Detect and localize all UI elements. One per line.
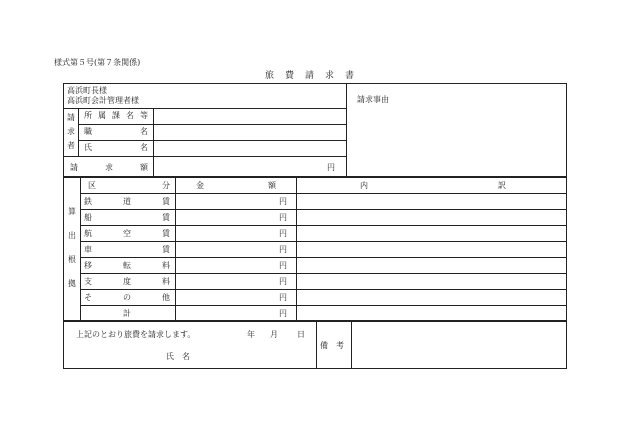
page-title: 旅 費 請 求 書 bbox=[264, 71, 355, 81]
divider bbox=[175, 177, 176, 321]
divider bbox=[316, 321, 317, 369]
purpose-field[interactable] bbox=[347, 106, 565, 176]
department-label: 所 属 課 名 等 bbox=[84, 111, 148, 120]
position-label: 職 名 bbox=[84, 127, 148, 136]
claim-amount-field[interactable] bbox=[154, 157, 328, 176]
claim-amount-unit: 円 bbox=[327, 163, 335, 172]
row-car-label: 車 賃 bbox=[84, 245, 170, 254]
claimant-label: 請 求 者 bbox=[67, 113, 75, 150]
amount-unit: 円 bbox=[279, 277, 287, 286]
row-ship-label: 船 賃 bbox=[84, 213, 170, 222]
addressee-mayor: 高浜町長様 bbox=[67, 86, 107, 95]
divider bbox=[78, 108, 79, 156]
description-header: 内 訳 bbox=[360, 181, 506, 190]
year-label: 年 bbox=[247, 330, 255, 339]
row-preparation-label: 支 度 料 bbox=[84, 277, 170, 286]
form-number: 様式第５号(第７条関係) bbox=[54, 58, 141, 67]
month-label: 月 bbox=[270, 330, 278, 339]
row-relocation-label: 移 転 料 bbox=[84, 261, 170, 270]
signature-name-label: 氏 名 bbox=[166, 352, 190, 361]
divider bbox=[80, 257, 567, 258]
declaration-text: 上記のとおり旅費を請求します。 bbox=[76, 330, 196, 339]
amount-header: 金 額 bbox=[196, 181, 276, 190]
claim-amount-label: 請 求 額 bbox=[70, 163, 148, 172]
position-field[interactable] bbox=[154, 125, 345, 139]
name-field[interactable] bbox=[154, 141, 345, 155]
name-label: 氏 名 bbox=[84, 143, 148, 152]
amount-unit: 円 bbox=[279, 213, 287, 222]
divider bbox=[80, 289, 567, 290]
divider bbox=[80, 209, 567, 210]
amount-unit: 円 bbox=[279, 261, 287, 270]
divider bbox=[296, 177, 297, 321]
calculation-basis-label: 算 出 根 拠 bbox=[68, 207, 76, 288]
amount-unit: 円 bbox=[279, 245, 287, 254]
signature-name-field[interactable] bbox=[196, 348, 308, 364]
divider bbox=[80, 241, 567, 242]
row-air-label: 航 空 賃 bbox=[84, 229, 170, 238]
row-total-label: 計 bbox=[123, 309, 131, 318]
divider bbox=[80, 273, 567, 274]
addressee-accountant: 高浜町会計管理者様 bbox=[67, 96, 139, 105]
divider bbox=[80, 305, 567, 306]
remarks-label: 備 考 bbox=[320, 341, 344, 350]
amount-unit: 円 bbox=[279, 229, 287, 238]
divider bbox=[80, 177, 81, 321]
divider bbox=[80, 193, 567, 194]
amount-unit: 円 bbox=[279, 293, 287, 302]
amount-unit: 円 bbox=[279, 197, 287, 206]
department-field[interactable] bbox=[154, 109, 345, 123]
category-header: 区 分 bbox=[88, 181, 170, 190]
purpose-label: 請求事由 bbox=[357, 95, 389, 104]
row-other-label: そ の 他 bbox=[84, 293, 170, 302]
amount-unit: 円 bbox=[279, 309, 287, 318]
day-label: 日 bbox=[297, 330, 305, 339]
row-railway-label: 鉄 道 賃 bbox=[84, 197, 170, 206]
divider bbox=[80, 225, 567, 226]
remarks-field[interactable] bbox=[352, 322, 565, 368]
